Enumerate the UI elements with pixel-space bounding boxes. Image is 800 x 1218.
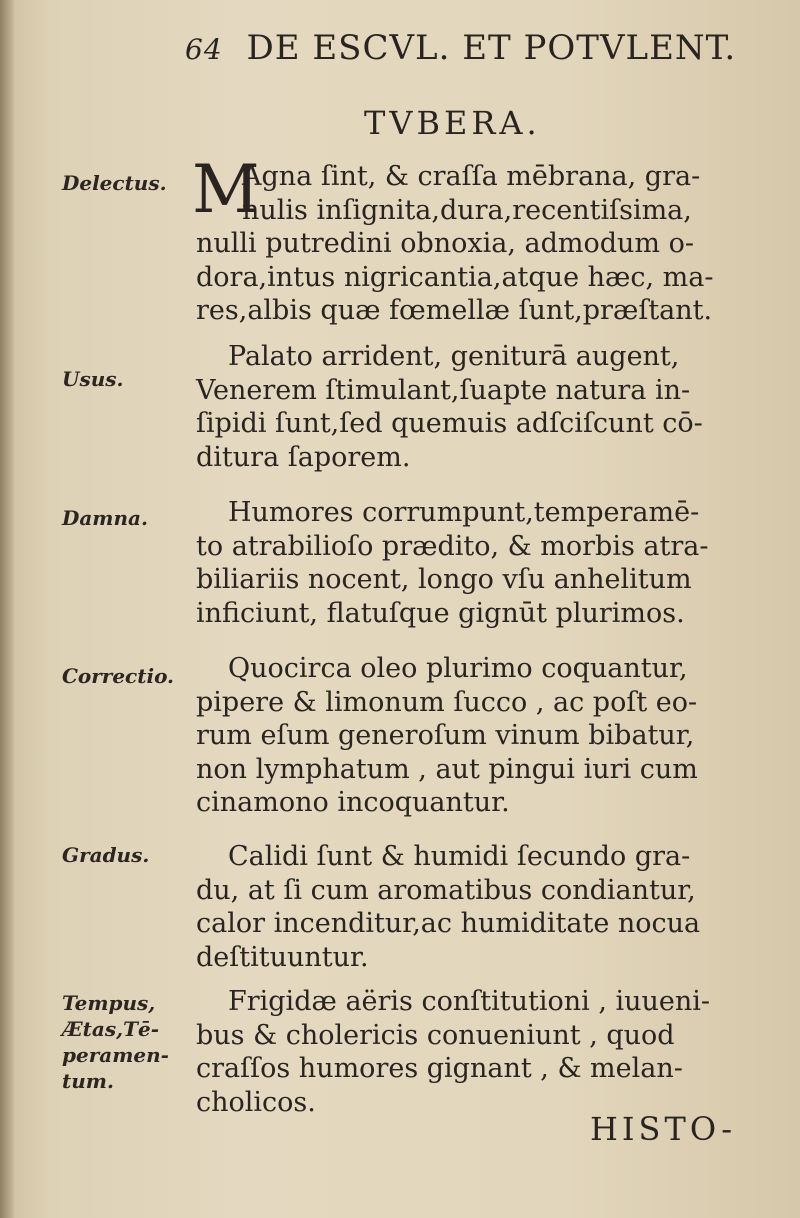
text-line: bus & cholericis conueniunt , quod bbox=[196, 1019, 675, 1051]
margin-note-correctio: Correctio. bbox=[62, 664, 175, 688]
text-line: Humores corrumpunt,temperamē- bbox=[228, 497, 700, 528]
text-line: Agna ſint, & craſſa mēbrana, gra- bbox=[242, 161, 701, 192]
catchword: HISTO- bbox=[590, 1110, 737, 1148]
text-line: craſſos humores gignant , & melan- bbox=[196, 1053, 683, 1084]
paragraph-usus bbox=[196, 340, 766, 474]
text-line: res,albis quæ fœmellæ ſunt,præſtant. bbox=[196, 295, 713, 326]
text-line: Palato arrident, geniturā augent, bbox=[228, 341, 680, 372]
text-line: Venerem ſtimulant,ſuapte natura in- bbox=[196, 374, 691, 406]
page-spine-shadow bbox=[0, 0, 14, 1218]
text-line: Frigidæ aëris conſtitutioni , iuueni- bbox=[228, 986, 711, 1017]
text-line: to atrabilioſo prædito, & morbis atra- bbox=[196, 530, 709, 562]
margin-note-delectus: Delectus. bbox=[62, 171, 167, 195]
margin-note-line: Ætas,Tē- bbox=[62, 1017, 160, 1041]
paragraph-damna bbox=[196, 496, 766, 630]
text-line: nulis inſignita,dura,recentiſsima, bbox=[242, 194, 692, 226]
text-line: dora,intus nigricantia,atque hæc, ma- bbox=[196, 261, 714, 293]
margin-note-damna: Damna. bbox=[62, 506, 148, 530]
running-title: DE ESCVL. ET POTVLENT. bbox=[246, 28, 737, 68]
text-line: nulli putredini obnoxia, admodum o- bbox=[196, 228, 694, 259]
text-line: deſtituuntur. bbox=[196, 941, 369, 973]
text-line: ſipidi ſunt,ſed quemuis adſciſcunt cō- bbox=[196, 408, 703, 439]
text-line: cholicos. bbox=[196, 1086, 316, 1118]
text-line: inficiunt, flatuſque gignūt plurimos. bbox=[196, 597, 685, 629]
margin-note-usus: Usus. bbox=[62, 367, 124, 391]
text-line: rum eſum generoſum vinum bibatur, bbox=[196, 720, 695, 751]
text-line: ditura ſaporem. bbox=[196, 441, 411, 473]
running-header bbox=[185, 28, 765, 68]
paragraph-correctio bbox=[196, 652, 766, 820]
text-line: biliariis nocent, longo vſu anhelitum bbox=[196, 564, 692, 595]
text-line: Calidi ſunt & humidi ſecundo gra- bbox=[228, 841, 691, 872]
margin-note-line: peramen- bbox=[62, 1043, 169, 1067]
text-line: cinamono incoquantur. bbox=[196, 787, 510, 818]
margin-note-gradus: Gradus. bbox=[62, 843, 150, 867]
margin-note-line: tum. bbox=[62, 1069, 114, 1093]
paragraph-delectus bbox=[192, 151, 766, 328]
text-line: non lymphatum , aut pingui iuri cum bbox=[196, 753, 698, 785]
margin-note-tempus bbox=[62, 990, 169, 1094]
paragraph-tempus bbox=[196, 985, 766, 1119]
page-number: 64 bbox=[185, 33, 223, 66]
section-title: TVBERA. bbox=[364, 104, 541, 142]
text-line: calor incenditur,ac humiditate nocua bbox=[196, 908, 701, 939]
text-line: Quocirca oleo plurimo coquantur, bbox=[228, 653, 688, 684]
margin-note-line: Tempus, bbox=[62, 991, 156, 1015]
paragraph-gradus bbox=[196, 840, 766, 974]
text-line: du, at ſi cum aromatibus condiantur, bbox=[196, 874, 696, 906]
drop-cap: M bbox=[192, 151, 260, 228]
text-line: pipere & limonum ſucco , ac poſt eo- bbox=[196, 686, 698, 718]
